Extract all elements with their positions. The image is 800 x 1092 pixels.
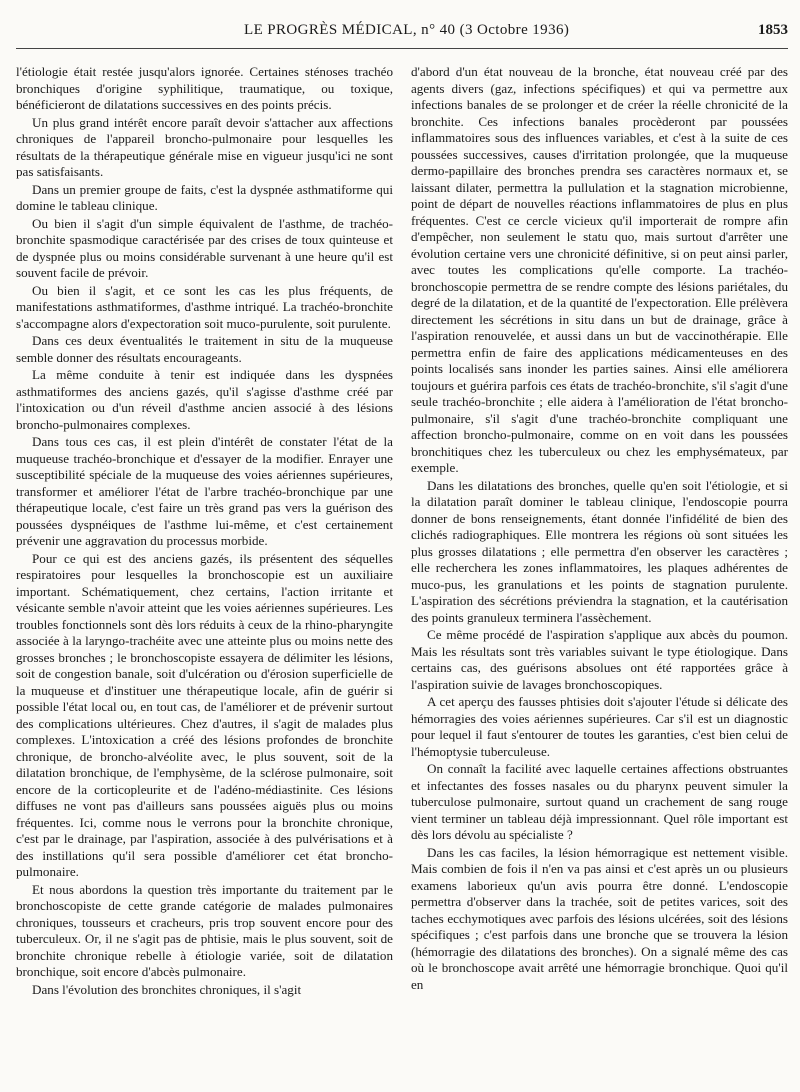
paragraph: Dans un premier groupe de faits, c'est la dyspnée asthmatiforme qui domine le tableau clinique.	[16, 181, 393, 213]
paragraph: Ou bien il s'agit, et ce sont les cas les plus fréquents, de manifestations asthmatiformes, d'asthme intriqué. La trachéo-bronchite s'accompagne alors d'expectoration soit muco-purulente, soit purulente.	[16, 282, 393, 331]
journal-title: LE PROGRÈS MÉDICAL, n° 40 (3 Octobre 1936)	[244, 22, 570, 38]
paragraph: Dans l'évolution des bronchites chroniques, il s'agit	[32, 981, 302, 997]
paragraph: Pour ce qui est des anciens gazés, ils présentent des séquelles respiratoires pour lesquelles la bronchoscopie est un auxiliaire important. Schématiquement, chez certains, l'action irritante et vésicante semble n'avoir atteint que les voies aériennes supérieures. Les troubles fonctionnels sont dès lors réduits à ceux de la rhino-pharyngite associée à la laryngo-trachéite avec une atteinte plus ou moins nette des grosses bronches ; le bronchoscopiste essayera de délimiter les lésions, soit de congestion banale, soit d'ulcération ou d'érosion superficielle de la muqueuse et d'instituer une thérapeutique locale, afin de guérir si possible l'état local ou, en tout cas, de l'améliorer et de prévenir surtout des complications ultérieures. Chez d'autres, il s'agit de malades plus complexes. L'intoxication a créé des lésions profondes de bronchite chronique, de broncho-alvéolite avec, le plus souvent, soit de la dilatation bronchique, de l'emphysème, de la sclérose pulmonaire, soit encore de la corticopleurite et de l'adéno-médiastinite. Ces lésions diffuses ne vont pas d'ailleurs sans poussées aiguës plus ou moins fréquentes. Ici, comme nous le verrons pour la bronchite chronique, c'est par le drainage, par l'aspiration, associée à des pulvérisations et à des instillations qu'il sera possible d'améliorer cet état broncho-pulmonaire.	[16, 550, 393, 879]
paragraph: d'abord d'un état nouveau de la bronche, état nouveau créé par des agents divers (gaz, infections spécifiques) et qui va permettre aux infections banales de se prolonger et de créer la réelle chronicité de la bronchite. Ces infections banales procèderont par poussées inflammatoires sous des influences variables, et c'est à la suite de ces poussées successives, causes d'irritation prolongée, que la muqueuse dermo-papillaire des bronches prendra ses caractères normaux et, se laissant dilater, permettra la pullulation et la stagnation microbienne, point de départ de nouvelles réactions inflammatoires de plus en plus fréquentes. C'est ce cercle vicieux qu'il importerait de rompre afin d'empêcher, non seulement le statu quo, mais surtout d'arrêter une évolution certaine vers une chronicité définitive, si on peut ainsi parler, avec toutes les complications qu'elle comporte. La trachéo-bronchoscopie permettra de se rendre compte des lésions pariétales, du degré de la dilatation, et de la quantité de l'expectoration. Elle prélèvera directement les sécrétions in situ dans un but de drainage, grâce à l'aspiration renouvelée, et aussi dans un but de vaccinothérapie. Elle permettra enfin de faire des applications médicamenteuses en des points localisés sans inonder les parties saines. Ainsi elle améliorera toujours et guérira parfois ces états de trachéo-bronchite, s'il s'agit d'une seule trachéo-bronchite ; elle aidera à l'amélioration de l'état broncho-pulmonaire, s'il s'agit d'une trachéo-bronchite compliquant une affection broncho-pulmonaire, comme on en voit dans les poussées bronchitiques chez les tuberculeux ou chez les emphysémateux, par exemple.	[411, 64, 788, 475]
left-column	[16, 64, 393, 1086]
paragraph: On connaît la facilité avec laquelle certaines affections obstruantes et infectantes des fosses nasales ou du pharynx peuvent simuler la tuberculose pulmonaire, surtout quand un crachement de sang rouge vient terminer un tableau déjà impressionnant. Quel rôle important est dès lors dévolu au spécialiste ?	[411, 761, 788, 842]
paragraph: Dans tous ces cas, il est plein d'intérêt de constater l'état de la muqueuse trachéo-bronchique et d'essayer de la modifier. Enrayer une susceptibilité spéciale de la muqueuse des voies aériennes supérieures, transformer et améliorer l'état de l'arbre trachéo-bronchique par une thérapeutique locale, c'est faire un très grand pas vers la guérison des poussées dyspnéiques de l'asthme lui-même, et c'est certainement prévenir une aggravation du processus morbide.	[16, 434, 393, 548]
paragraph: Dans les dilatations des bronches, quelle qu'en soit l'étiologie, et si la dilatation paraît dominer le tableau clinique, l'endoscopie pourra donner de bons renseignements, étant donnée l'infidélité de bien des clichés radiographiques. Elle montrera les régions où sont situées les plus grosses dilatations ; elle permettra d'en observer les caractères ; elle recherchera les zones inflammatoires, les plaques adhérentes de muco-pus, les granulations et les points de stagnation purulente. L'aspiration des sécrétions préviendra la stagnation, et la cautérisation des points granuleux terminera l'assèchement.	[411, 477, 788, 625]
paragraph: Ce même procédé de l'aspiration s'applique aux abcès du poumon. Mais les résultats sont très variables suivant le type étiologique. Dans certains cas, des guérisons absolues ont été rapportées grâce à l'aspiration suivie de lavages bronchoscopiques.	[411, 627, 788, 692]
paragraph: A cet aperçu des fausses phtisies doit s'ajouter l'étude si délicate des hémorragies des voies aériennes supérieures. Car s'il est un diagnostic pour lequel il faut s'entourer de toutes les garanties, c'est bien celui de l'hémoptysie tuberculeuse.	[411, 694, 788, 759]
header-rule	[16, 48, 788, 49]
paragraph: Dans ces deux éventualités le traitement in situ de la muqueuse semble donner des résultats encourageants.	[16, 333, 393, 365]
text-columns	[16, 64, 788, 1086]
running-header	[16, 0, 788, 44]
paragraph: Un plus grand intérêt encore paraît devoir s'attacher aux affections chroniques de l'appareil broncho-pulmonaire pour lesquelles les résultats de la thérapeutique générale mise en vigueur jusqu'ici ne sont pas satisfaisants.	[16, 114, 393, 179]
paragraph: Dans les cas faciles, la lésion hémorragique est nettement visible. Mais combien de fois il n'en va pas ainsi et c'est après un ou plusieurs examens laborieux qu'un avis pourra être donné. L'endoscopie permettra d'observer dans la trachée, soit de petites varices, soit des taches ecchymotiques avec parfois des lésions ulcérées, soit des lésions spécifiques ; c'est parfois dans une bronche que se trouvera la lésion (hémorragie des dilatations des bronches). On a signalé même des cas où le bronchoscope avait arrêté une hémorragie bronchique. Quoi qu'il en	[411, 844, 788, 992]
paragraph: La même conduite à tenir est indiquée dans les dyspnées asthmatiformes des anciens gazés, qu'il s'agisse d'asthme créé par l'intoxication ou d'un réveil d'asthme ancien associé à des lésions broncho-pulmonaires complexes.	[16, 367, 393, 432]
page-number: 1853	[758, 22, 788, 38]
paragraph: Et nous abordons la question très importante du traitement par le bronchoscopiste de cette grande catégorie de malades pulmonaires chroniques, tousseurs et cracheurs, pris trop souvent encore pour des tuberculeux. Or, il ne s'agit pas de phtisie, mais le plus souvent, soit de bronchite chronique rebelle à étiologie variée, soit de dilatation bronchique, soit encore d'abcès pulmonaire.	[16, 881, 393, 979]
right-column	[411, 64, 788, 1086]
paragraph: l'étiologie était restée jusqu'alors ignorée. Certaines sténoses trachéo bronchiques d'origine syphilitique, traumatique, ou toxique, bénéficieront de dilatations successives en des points précis.	[16, 64, 393, 112]
paragraph: Ou bien il s'agit d'un simple équivalent de l'asthme, de trachéo-bronchite spasmodique caractérisée par des crises de toux quinteuse et de dyspnée plus ou moins considérable survenant à une heure qu'il est souvent facile de prévoir.	[16, 215, 393, 280]
